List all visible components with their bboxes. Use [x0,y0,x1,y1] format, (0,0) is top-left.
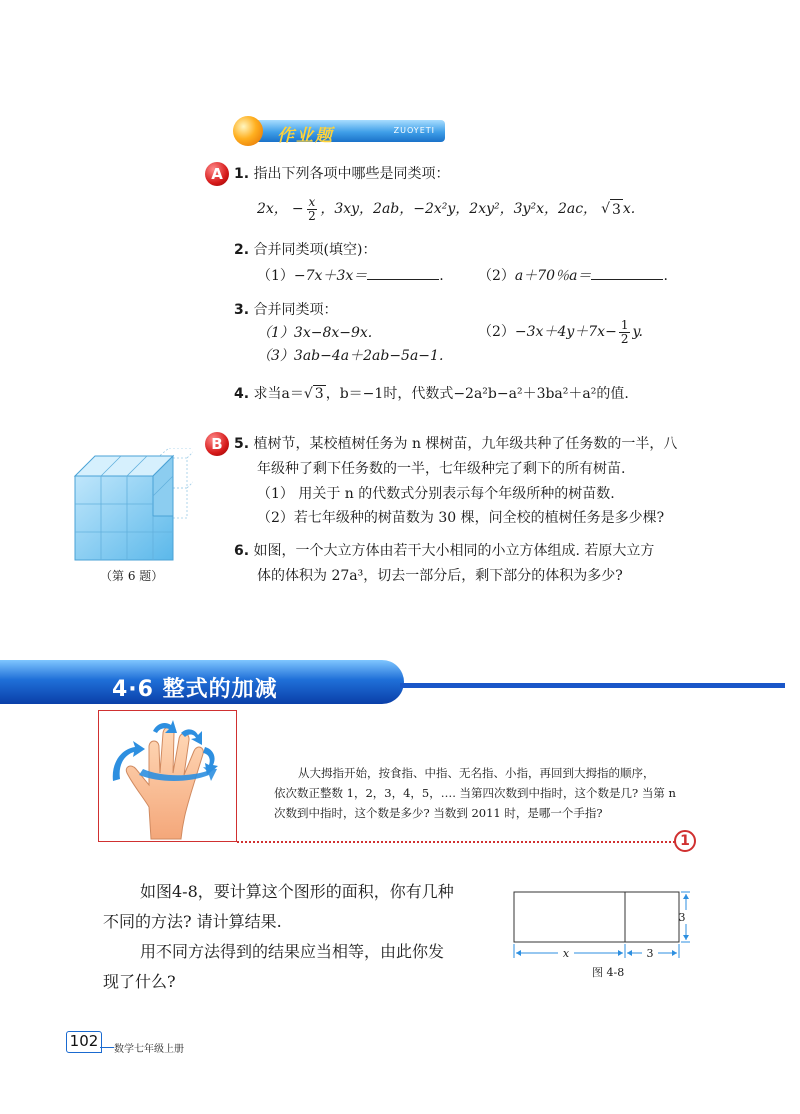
q4-pre: 求当a＝ [253,386,304,402]
intro-line2: 依次数正整数 1，2，3，4，5，…. 当第四次数到中指时，这个数是几? 当第 n [274,786,676,800]
q4-sqrt-icon: √ [303,386,313,402]
q1-term-minus: − [291,201,304,217]
activity-line1: 如图4-8，要计算这个图形的面积，你有几种 [140,882,454,901]
q3-part2 [478,316,643,348]
hand-icon [99,711,235,840]
q3-text: 合并同类项： [253,302,338,318]
q1-term-0: 2x， [257,201,288,217]
q3-part3: （3）3ab−4a＋2ab−5a−1. [257,348,444,364]
activity-line4: 现了什么? [103,972,176,991]
q2-p2-expr: a＋70％a＝ [514,268,592,284]
page-number-tail [100,1047,114,1048]
q1-sqrt-sign: √ [601,201,610,217]
q4-post: ，b＝−1时，代数式−2a²b−a²＋3ba²＋a²的值. [325,386,629,402]
q1-frac-num: x [308,194,316,209]
level-b-badge: B [205,432,229,456]
page-number: 102 [66,1031,102,1053]
q1-terms [257,193,635,225]
q5-number: 5. [234,436,250,452]
q5-line3: （1） 用关于 n 的代数式分别表示每个年级所种的树苗数. [257,486,615,502]
q1-fraction [307,196,318,223]
q2-p2-end: . [663,268,668,284]
activity-line3: 用不同方法得到的结果应当相等，由此你发 [140,942,445,961]
activity-line2: 不同的方法? 请计算结果. [103,912,282,931]
q3-p2-label: （2） [478,324,515,340]
fig48-label-3-right: 3 [678,911,686,924]
intro-line3: 次数到中指时，这个数是多少? 当数到 2011 时，是哪一个手指? [274,806,603,820]
cube-figure [73,448,193,564]
intro-dotted-rule [237,841,675,843]
q3-frac-den: 2 [620,331,629,346]
q2-p1-blank[interactable] [367,266,439,280]
fig48-label-x: x [562,947,570,960]
q3-p2-expr: −3x＋4y＋7x− [514,324,617,340]
q3-number: 3. [234,302,250,318]
q5-line1 [234,434,677,454]
q3-part1: （1）3x−8x−9x. [257,325,373,341]
q3-frac-num: 1 [620,317,629,332]
hand-picture [98,710,237,842]
q1-text: 指出下列各项中哪些是同类项： [253,166,450,182]
q6-number: 6. [234,543,250,559]
q2-number: 2. [234,242,250,258]
q2-part2 [478,266,668,286]
q1-number: 1. [234,166,250,182]
q2-p1-label: （1） [257,268,294,284]
intro-number-circle: 1 [674,830,696,852]
homework-pinyin: ZUOYETI [393,126,435,135]
q3-fraction [619,319,631,346]
q1-term-list: ，3xy，2ab，−2x²y，2xy²，3y²x，2ac， [320,201,598,217]
q2-p2-blank[interactable] [591,266,663,280]
q1-sqrt-arg: 3 [610,199,623,220]
q1-term-x: x. [622,201,636,217]
q3-p2-tail: y. [632,324,643,340]
section-header-line [400,683,785,688]
fig6-caption: （第 6 题） [100,569,164,583]
q2-text: 合并同类项(填空)： [253,242,377,258]
q1-frac-den: 2 [308,208,316,223]
homework-banner [233,115,445,147]
book-name: 数学七年级上册 [114,1044,184,1055]
q6-text-1: 如图，一个大立方体由若干大小相同的小立方体组成. 若原大立方 [253,543,655,559]
fig48-caption: 图 4-8 [592,966,625,979]
q2-p1-end: . [439,268,444,284]
intro-line1: 从大拇指开始，按食指、中指、无名指、小指，再回到大拇指的顺序， [298,766,655,780]
section-title: 4·6 整式的加减 [112,677,278,702]
q6-line1 [234,541,654,561]
homework-title: 作业题 [277,126,334,146]
q3-heading [234,300,338,320]
q4-root: 3 [314,386,324,402]
q1-heading [234,164,450,184]
level-a-badge: A [205,162,229,186]
q2-p2-label: （2） [478,268,515,284]
q4-number: 4. [234,386,250,402]
fig48-label-3-bottom: 3 [646,947,654,960]
q5-line4: （2）若七年级种的树苗数为 30 棵，问全校的植树任务是多少棵? [257,510,665,526]
q2-p1-expr: −7x＋3x＝ [293,268,368,284]
q2-heading [234,240,376,260]
homework-ball-icon [233,116,263,146]
q6-line2: 体的体积为 27a³，切去一部分后，剩下部分的体积为多少? [257,568,623,584]
q4-line [234,384,629,404]
q5-text-1: 植树节，某校植树任务为 n 棵树苗，九年级共种了任务数的一半，八 [253,436,678,452]
q2-part1 [257,266,444,286]
q5-line2: 年级种了剩下任务数的一半，七年级种完了剩下的所有树苗. [257,461,626,477]
figure-4-8 [508,890,693,970]
